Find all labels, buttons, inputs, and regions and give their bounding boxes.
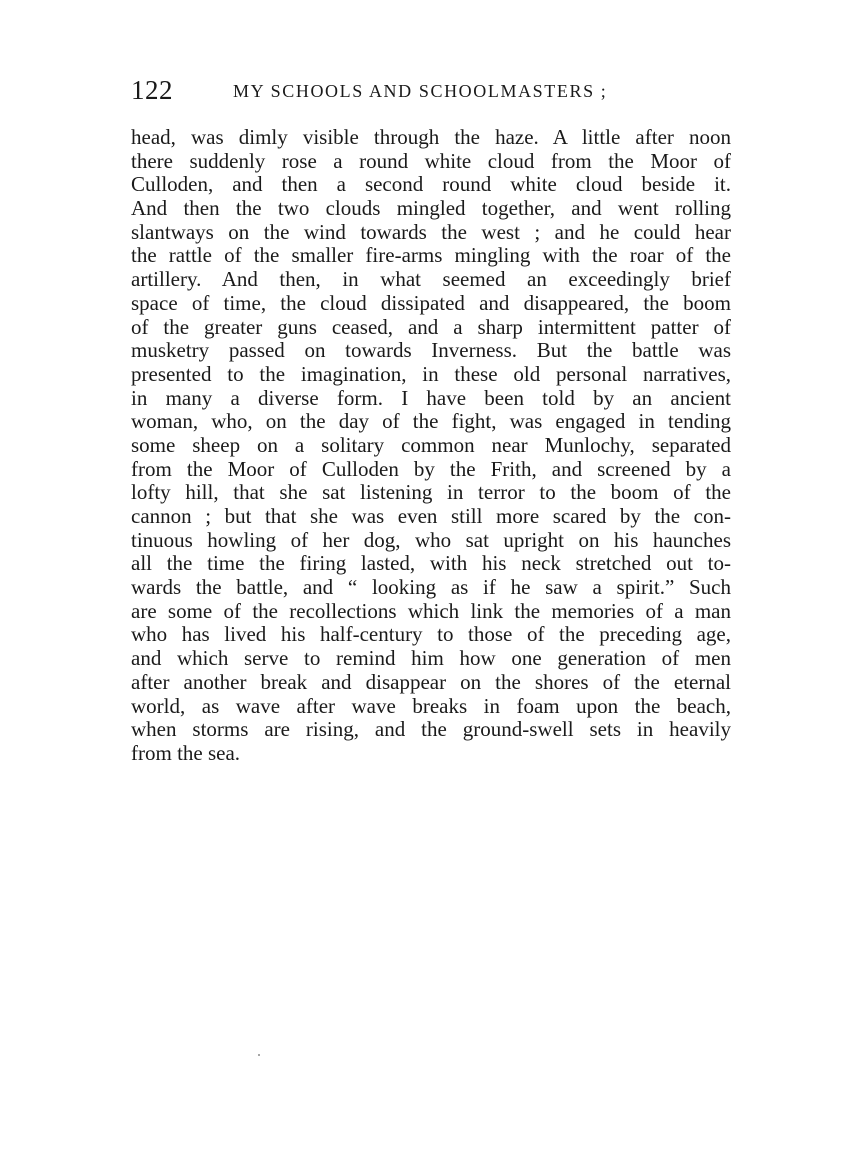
body-text [131,126,731,766]
running-title: MY SCHOOLS AND SCHOOLMASTERS ; [233,81,608,101]
ink-speck [258,1054,260,1056]
text-line: slantways on the wind towards the west ; and he could hear [131,219,731,244]
text-line: some sheep on a solitary common near Munlochy, separated [131,432,731,457]
text-line: all the time the firing lasted, with his neck stretched out to- [131,551,731,576]
text-line: of the greater guns ceased, and a sharp intermittent patter of [131,314,731,339]
text-line: there suddenly rose a round white cloud from the Moor of [131,148,731,173]
text-line: wards the battle, and “ looking as if he saw a spirit.” Such [131,575,731,600]
text-line: woman, who, on the day of the fight, was engaged in tending [131,409,731,434]
text-line: And then the two clouds mingled together, and went rolling [131,196,731,221]
text-line: cannon ; but that she was even still more scared by the con- [131,504,731,528]
text-line: from the Moor of Culloden by the Frith, and screened by a [131,456,731,481]
text-line: from the sea. [131,740,241,765]
text-line: space of time, the cloud dissipated and disappeared, the boom [131,290,731,315]
text-line: musketry passed on towards Inverness. But the battle was [131,338,731,363]
text-line: lofty hill, that she sat listening in terror to the boom of the [131,480,731,505]
text-line: who has lived his half-century to those of the preceding age, [131,622,731,647]
text-line: world, as wave after wave breaks in foam upon the beach, [131,693,731,718]
page-number: 122 [131,75,173,105]
text-line: the rattle of the smaller fire-arms mingling with the roar of the [131,243,731,268]
running-head [131,74,731,110]
text-line: tinuous howling of her dog, who sat upright on his haunches [131,527,731,552]
text-line: when storms are rising, and the ground-swell sets in heavily [131,717,731,742]
text-line: presented to the imagination, in these old personal narratives, [131,361,731,386]
text-line: are some of the recollections which link the memories of a man [131,598,731,623]
text-line: head, was dimly visible through the haze. A little after noon [131,125,731,149]
text-line: in many a diverse form. I have been told by an ancient [131,385,731,410]
text-line: artillery. And then, in what seemed an exceedingly brief [131,267,731,292]
text-line: Culloden, and then a second round white cloud beside it. [131,172,731,197]
text-line: and which serve to remind him how one generation of men [131,646,731,671]
text-line: after another break and disappear on the shores of the eternal [131,669,731,694]
